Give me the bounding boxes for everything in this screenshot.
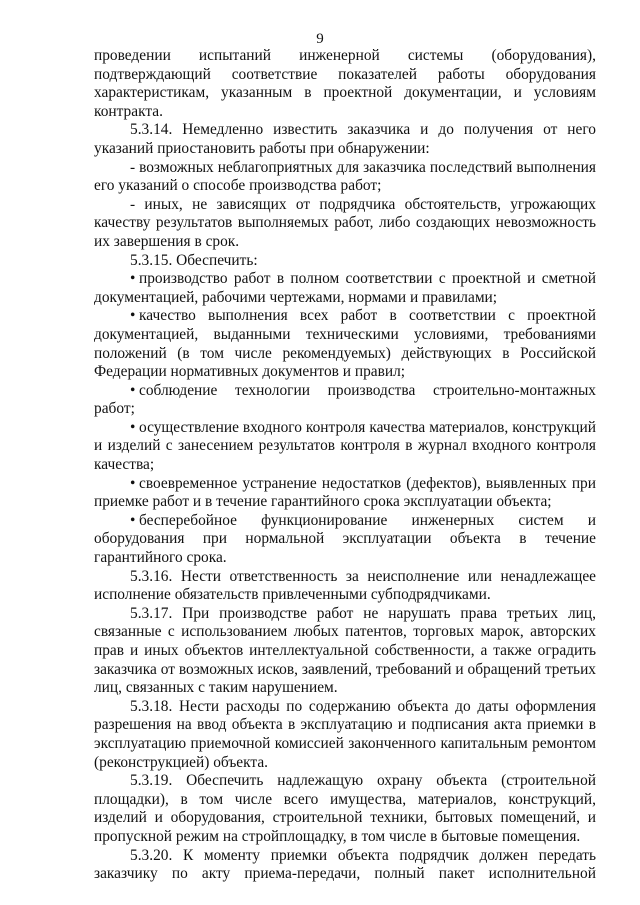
bullet-item-engineering-systems: [94, 512, 596, 568]
clause-5-3-19: 5.3.19. Обеспечить надлежащую охрану объекта (строительной площадки), в том числе всего имущества, материалов, конструкций, изделий и оборудования, строительной техники, бытовых помещений, и пропускной режим на стройплощадку, в том числе в бытовые помещения.: [94, 772, 596, 845]
page-number: 9: [316, 31, 324, 47]
bullet-text: соблюдение технологии производства строительно-монтажных работ;: [94, 381, 596, 418]
clause-5-3-15: 5.3.15. Обеспечить:: [130, 251, 258, 269]
bullet-icon: •: [130, 418, 136, 436]
bullet-icon: •: [130, 307, 136, 325]
bullet-item-works-compliance: [94, 270, 596, 307]
clause-5-3-14: 5.3.14. Немедленно известить заказчика и до получения от него указаний приостановить работы при обнаружении:: [94, 121, 596, 157]
bullet-icon: •: [130, 270, 136, 288]
paragraph-continuation: проведении испытаний инженерной системы (оборудования), подтверждающий соответствие показателей работы оборудования характеристикам, указанным в проектной документации, и условиям контракта.: [94, 47, 596, 120]
bullet-item-input-control: [94, 419, 596, 475]
clause-5-3-20: 5.3.20. К моменту приемки объекта подрядчик должен передать заказчику по акту приема-передачи, полный пакет исполнительной: [94, 846, 596, 883]
bullet-item-works-quality: [94, 307, 596, 381]
bullet-text: осуществление входного контроля качества материалов, конструкций и изделий с занесением результатов контроля в журнал входного контроля качества;: [94, 418, 596, 474]
bullet-icon: •: [130, 474, 136, 492]
bullet-text: качество выполнения всех работ в соответствии с проектной документацией, выданными техническими условиями, требованиями положений (в том числе рекомендуемых) действующих в Российской Федерации нормативных документов и правил;: [94, 307, 596, 381]
bullet-icon: •: [130, 511, 136, 529]
bullet-text: бесперебойное функционирование инженерных систем и оборудования при нормальной эксплуатации объекта в течение гарантийного срока.: [94, 511, 596, 567]
bullet-item-technology: [94, 382, 596, 419]
dash-item-adverse-consequences: - возможных неблагоприятных для заказчика последствий выполнения его указаний о способе производства работ;: [94, 158, 596, 195]
clause-5-3-17: 5.3.17. При производстве работ не нарушать права третьих лиц, связанные с использованием любых патентов, торговых марок, авторских прав и иных объектов интеллектуальной собственности, а также оградить заказчика от возможных исков, заявлений, требований и обращений третьих лиц, связанных с таким нарушением.: [94, 604, 596, 697]
document-body: [94, 47, 596, 884]
dash-item-other-circumstances: - иных, не зависящих от подрядчика обстоятельств, угрожающих качеству результатов выполняемых работ, либо создающих невозможность их завершения в срок.: [94, 195, 596, 250]
bullet-text: производство работ в полном соответствии с проектной и сметной документацией, рабочими чертежами, нормами и правилами;: [94, 270, 596, 306]
bullet-icon: •: [130, 381, 136, 399]
clause-5-3-16: 5.3.16. Нести ответственность за неисполнение или ненадлежащее исполнение обязательств привлеченными субподрядчиками.: [94, 567, 596, 604]
bullet-text: своевременное устранение недостатков (дефектов), выявленных при приемке работ и в течение гарантийного срока эксплуатации объекта;: [94, 474, 596, 511]
bullet-item-defects: [94, 475, 596, 512]
clause-5-3-18: 5.3.18. Нести расходы по содержанию объекта до даты оформления разрешения на ввод объекта в эксплуатацию и подписания акта приемки в эксплуатацию приемочной комиссией законченного капитальным ремонтом (реконструкцией) объекта.: [94, 697, 596, 771]
